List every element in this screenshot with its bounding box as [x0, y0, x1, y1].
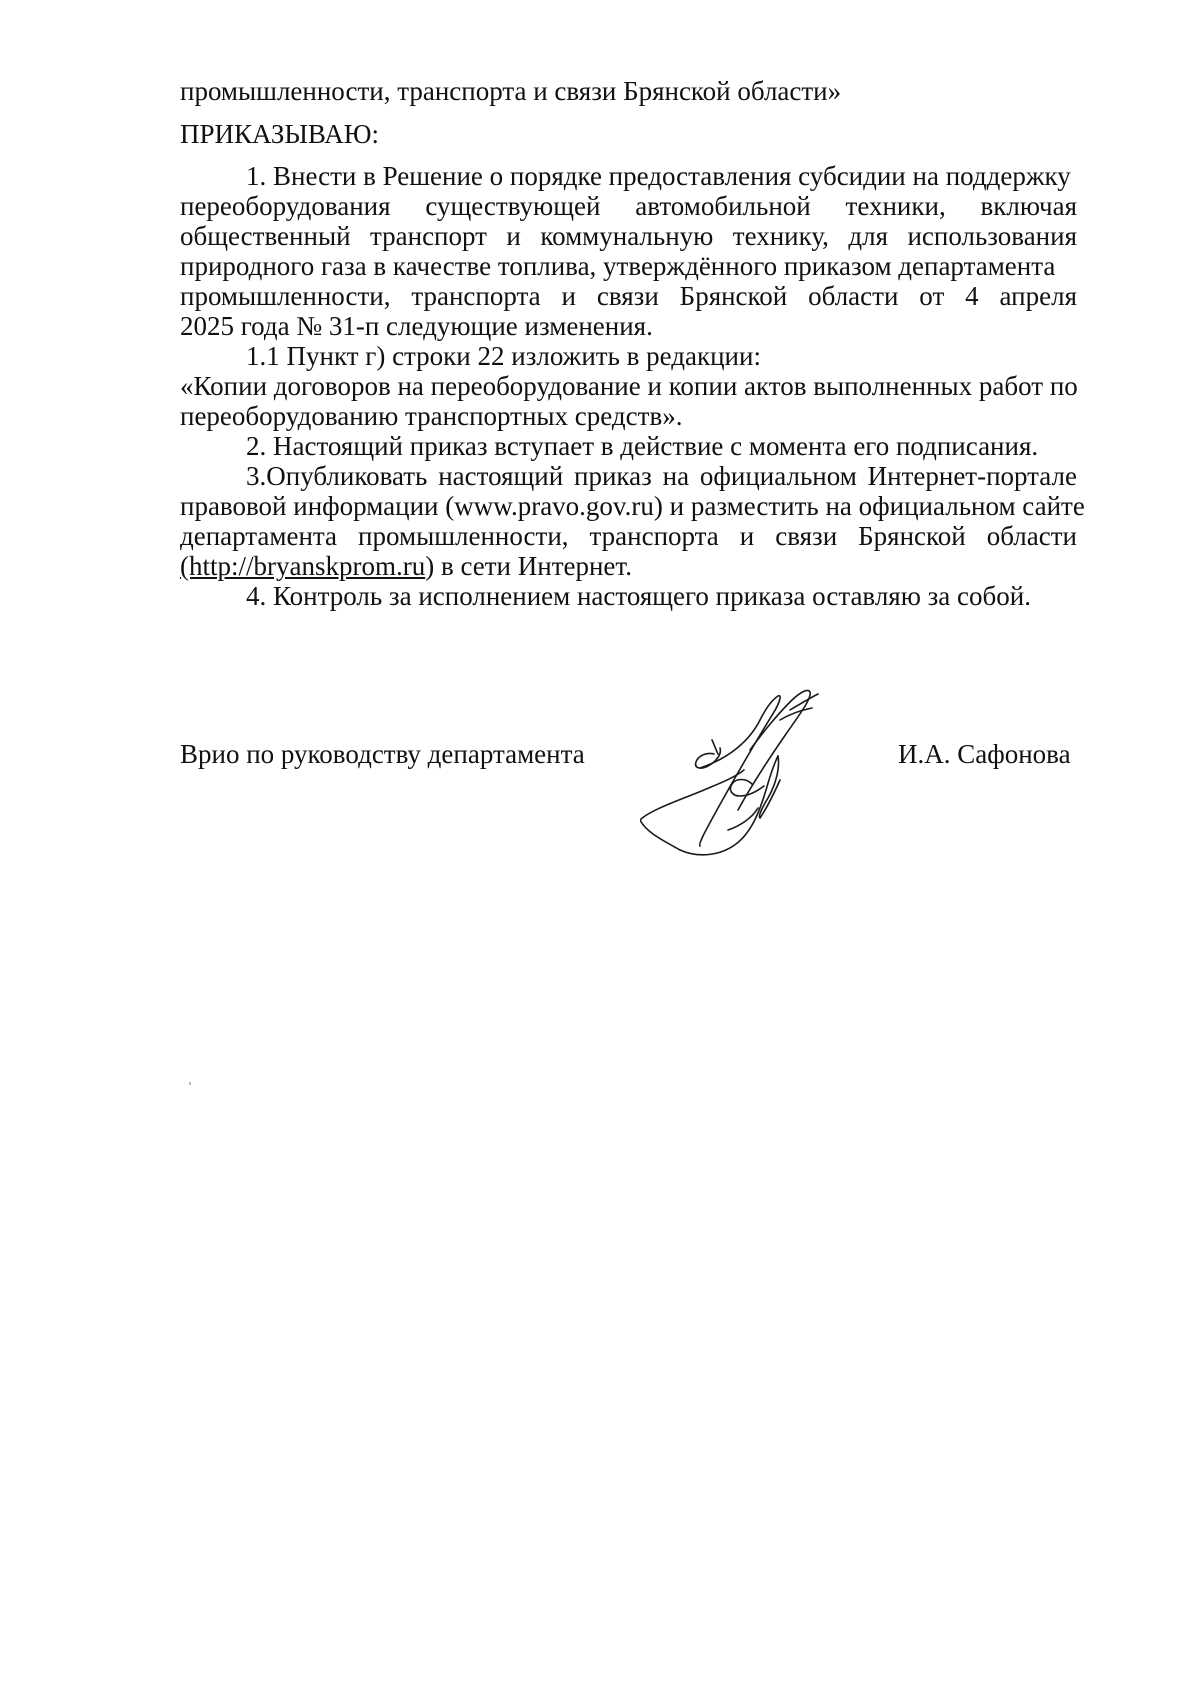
item-1-line-4: природного газа в качестве топлива, утверждённого приказом департамента — [180, 251, 1056, 281]
item-1-line-2: переоборудования существующей автомобильной техники, включая — [180, 191, 1077, 221]
position-title: Врио по руководству департамента — [180, 739, 585, 769]
item-1-1-line-2: «Копии договоров на переоборудование и копии актов выполненных работ по — [180, 371, 1078, 401]
item-3-line-4 — [180, 550, 1077, 582]
item-1-line-6: 2025 года № 31-п следующие изменения. — [180, 311, 653, 341]
signer-name: И.А. Сафонова — [898, 739, 1071, 769]
order-heading: ПРИКАЗЫВАЮ: — [180, 119, 379, 149]
item-3-line-3: департамента промышленности, транспорта и связи Брянской области — [180, 521, 1077, 551]
scan-speck — [189, 1082, 191, 1085]
item-3-line-2: правовой информации (www.pravo.gov.ru) и разместить на официальном сайте — [180, 491, 1085, 521]
handwritten-signature — [640, 680, 880, 860]
item-1-1-line-1: 1.1 Пункт г) строки 22 изложить в редакции: — [246, 341, 761, 371]
item-1-line-3: общественный транспорт и коммунальную технику, для использования — [180, 221, 1077, 251]
bryanskprom-link[interactable]: (http://bryanskprom.ru — [180, 551, 426, 581]
item-4: 4. Контроль за исполнением настоящего приказа оставляю за собой. — [246, 581, 1031, 611]
item-1-line-1: 1. Внести в Решение о порядке предоставления субсидии на поддержку — [246, 161, 1071, 191]
item-1-1-line-3: переоборудованию транспортных средств». — [180, 401, 683, 431]
item-1-line-5: промышленности, транспорта и связи Брянской области от 4 апреля — [180, 281, 1077, 311]
item-3-line-1: 3.Опубликовать настоящий приказ на официальном Интернет-портале — [246, 461, 1077, 491]
continuation-line: промышленности, транспорта и связи Брянской области» — [180, 76, 842, 106]
item-2: 2. Настоящий приказ вступает в действие с момента его подписания. — [246, 431, 1039, 461]
item-3-line-4-rest: ) в сети Интернет. — [425, 551, 632, 581]
